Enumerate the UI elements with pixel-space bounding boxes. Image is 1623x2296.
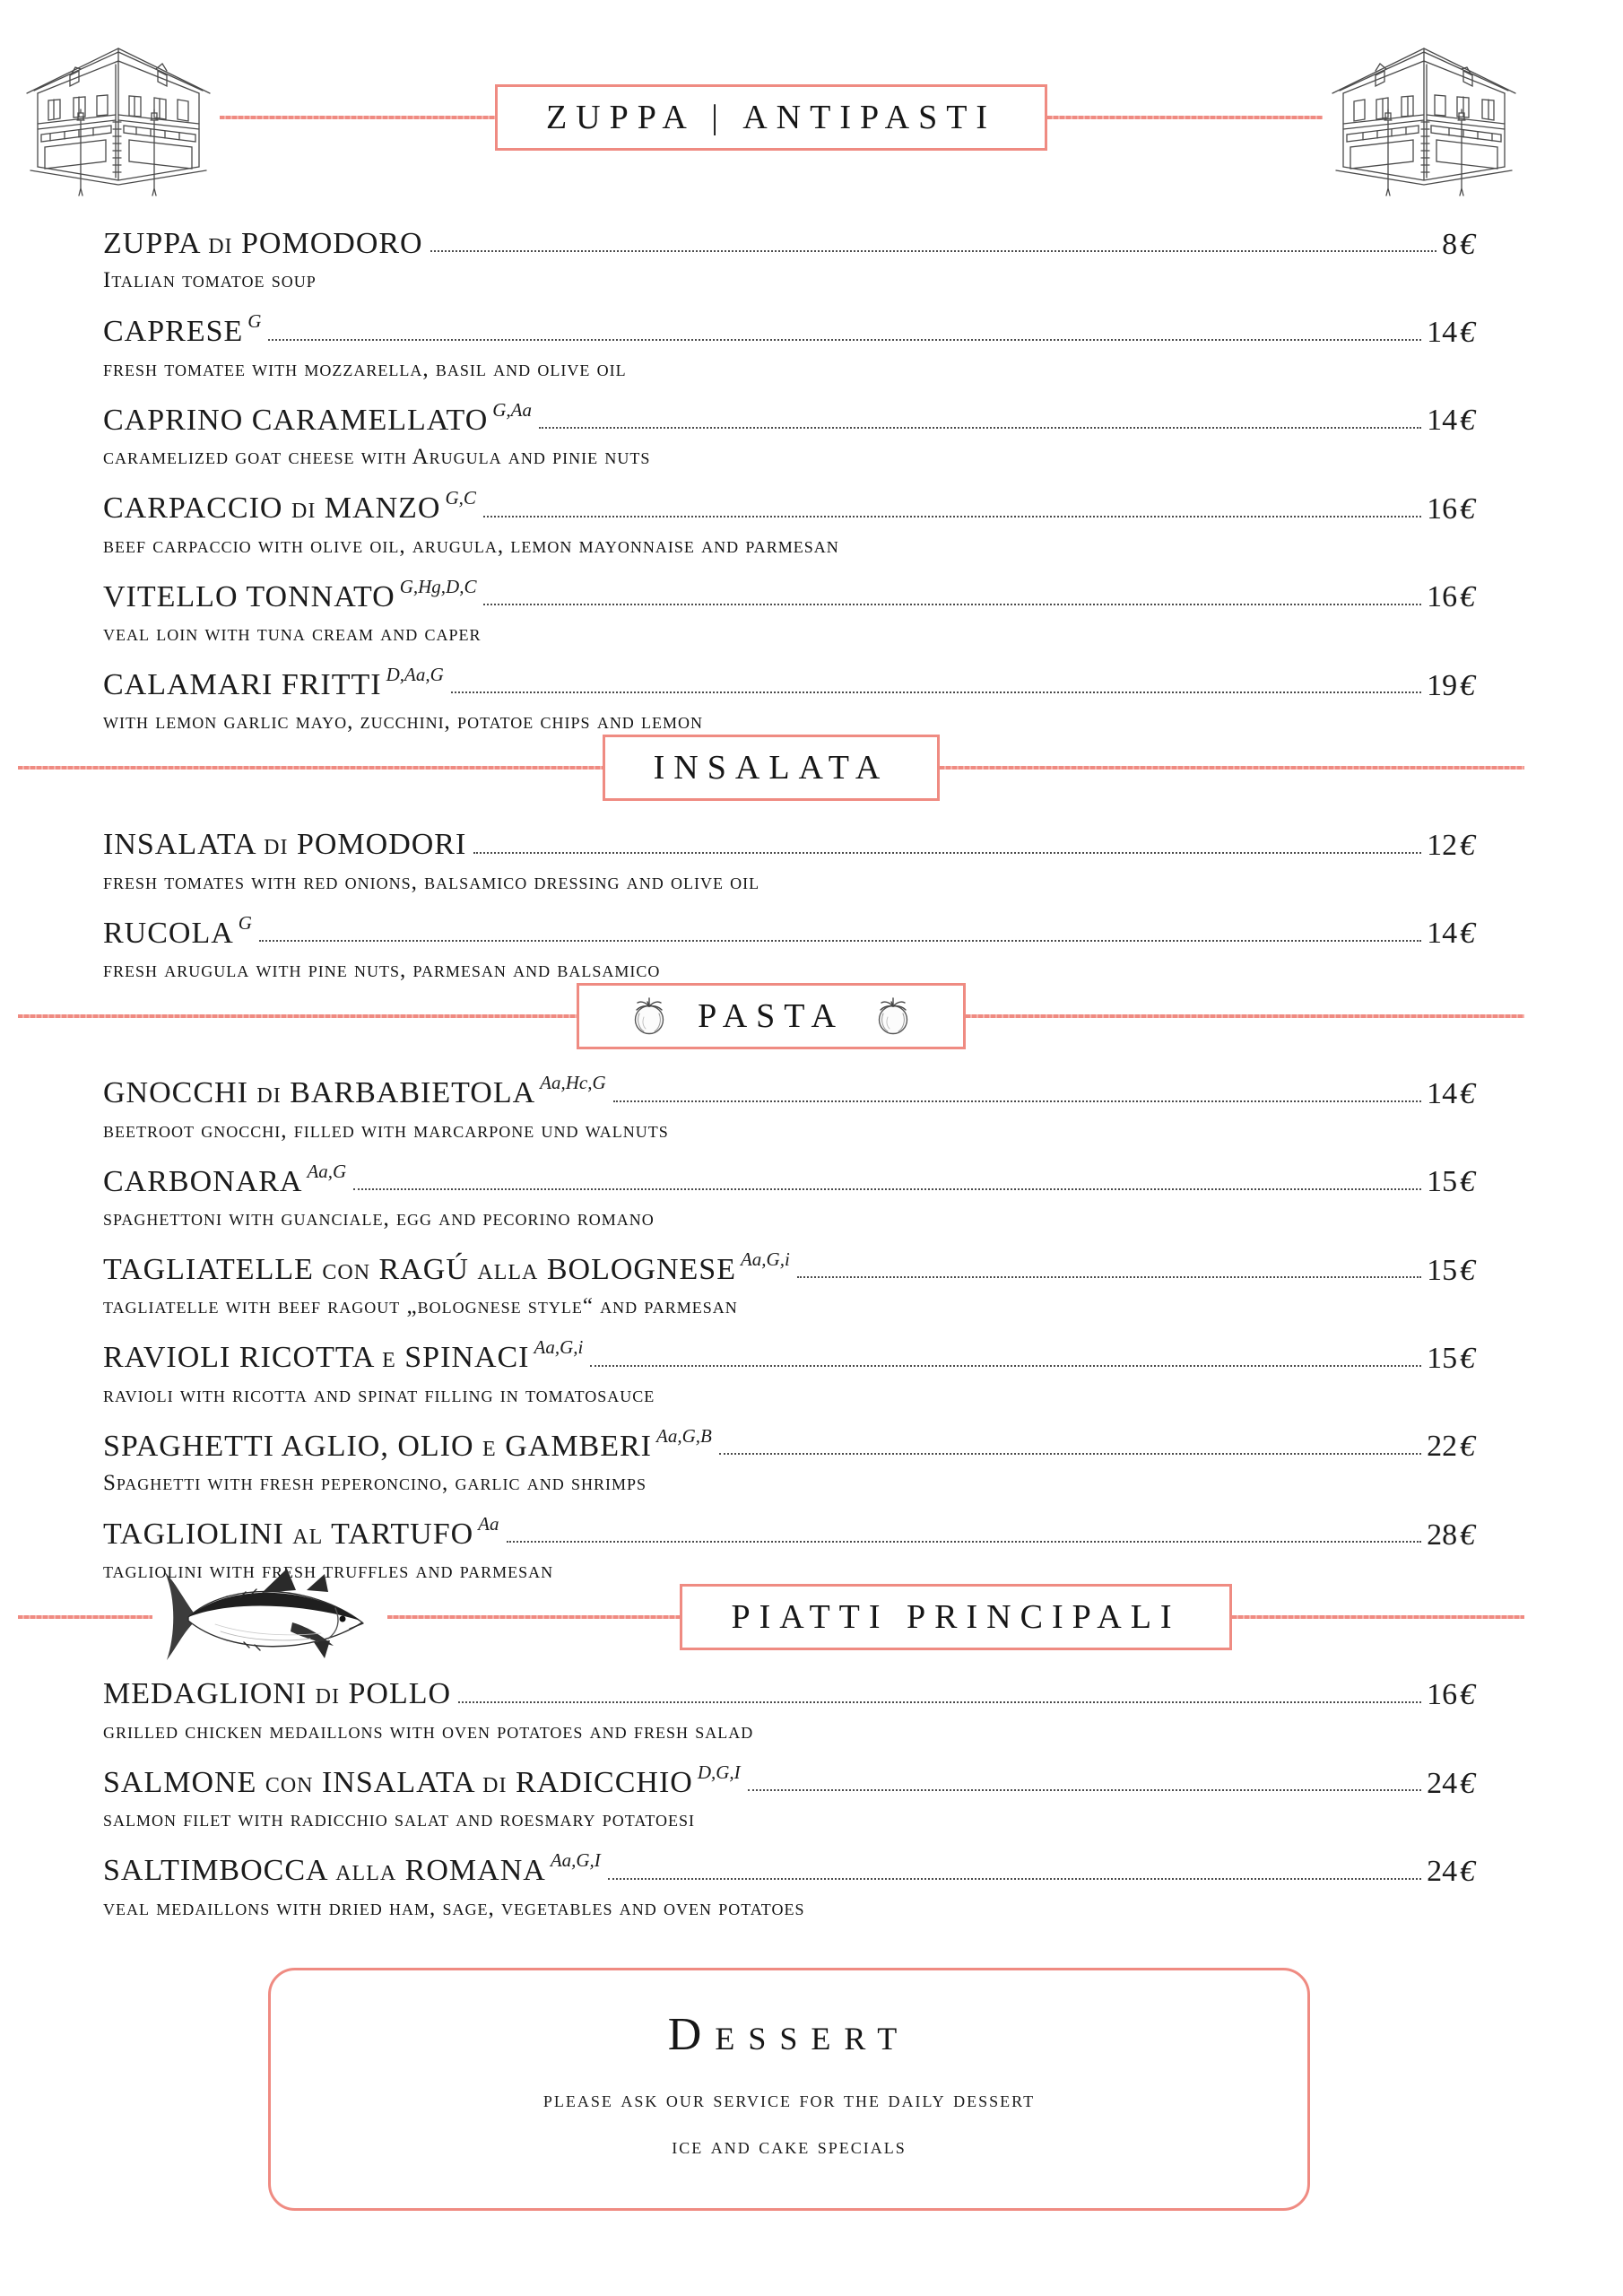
banner-line-right xyxy=(1047,116,1323,119)
item-row xyxy=(103,1160,1475,1199)
euro-sign: € xyxy=(1460,1253,1475,1287)
euro-sign: € xyxy=(1460,1854,1475,1888)
section-title: INSALATA xyxy=(653,749,890,787)
euro-sign: € xyxy=(1460,668,1475,702)
item-price xyxy=(1427,317,1475,349)
section-items xyxy=(103,227,1475,735)
menu-section xyxy=(103,1584,1475,1920)
item-name xyxy=(103,1677,451,1710)
building-sketch-icon xyxy=(18,34,220,200)
price-number: 8 xyxy=(1442,227,1458,261)
banner-line-left xyxy=(18,1014,577,1018)
section-banner xyxy=(18,983,1524,1049)
item-description: veal loin with tuna cream and caper xyxy=(103,621,482,646)
dotted-leader xyxy=(507,1541,1422,1543)
section-title-box xyxy=(603,735,941,801)
item-price xyxy=(1427,1343,1475,1375)
price-number: 14 xyxy=(1427,316,1458,350)
item-description: ravioli with ricotta and spinat filling in tomatosauce xyxy=(103,1382,655,1407)
dotted-leader xyxy=(797,1276,1421,1278)
price-number: 19 xyxy=(1427,668,1458,702)
dotted-leader xyxy=(259,940,1421,942)
allergen-codes: G,Hg,D,C xyxy=(399,575,477,597)
section-title-box xyxy=(495,84,1047,151)
item-row xyxy=(103,1336,1475,1375)
item-name-text: TAGLIOLINI al TARTUFO xyxy=(103,1518,474,1552)
section-items xyxy=(103,1677,1475,1920)
item-description: beetroot gnocchi, filled with marcarpone und walnuts xyxy=(103,1118,669,1143)
price-number: 28 xyxy=(1427,1518,1458,1552)
item-name xyxy=(103,398,532,437)
dotted-leader xyxy=(268,339,1421,341)
item-name-text: CALAMARI FRITTI xyxy=(103,667,382,701)
menu-item xyxy=(103,575,1475,647)
item-description: Italian tomatoe soup xyxy=(103,268,317,293)
dotted-leader xyxy=(473,852,1421,854)
item-name-text: CARBONARA xyxy=(103,1164,303,1198)
building-sketch-icon xyxy=(1323,34,1524,200)
banner-line-right xyxy=(1232,1615,1524,1619)
banner-line-left xyxy=(18,766,603,770)
allergen-codes: Aa,G,I xyxy=(550,1849,601,1872)
dotted-leader xyxy=(451,691,1421,693)
item-price xyxy=(1427,1255,1475,1287)
price-number: 14 xyxy=(1427,917,1458,951)
dotted-leader xyxy=(458,1701,1421,1703)
dotted-leader xyxy=(748,1789,1421,1791)
item-name xyxy=(103,911,252,950)
section-banner xyxy=(18,735,1524,801)
dessert-note-1: please ask our service for the daily dessert xyxy=(542,2085,1036,2112)
tuna-fish-icon xyxy=(158,1545,382,1689)
banner-line-right xyxy=(966,1014,1524,1018)
item-price xyxy=(1427,1768,1475,1800)
menu-item xyxy=(103,1761,1475,1832)
item-description: beef carpaccio with olive oil, arugula, lemon mayonnaise and parmesan xyxy=(103,533,839,558)
section-title-box xyxy=(577,983,966,1049)
item-description: Spaghetti with fresh peperoncino, garlic and shrimps xyxy=(103,1471,647,1496)
menu-item xyxy=(103,1160,1475,1231)
menu-item xyxy=(103,227,1475,293)
dotted-leader xyxy=(613,1100,1422,1102)
menu-item xyxy=(103,1336,1475,1407)
item-row xyxy=(103,398,1475,438)
item-description: veal medaillons with dried ham, sage, vegetables and oven potatoes xyxy=(103,1895,805,1920)
item-name xyxy=(103,575,477,613)
item-description: fresh tomatee with mozzarella, basil and olive oil xyxy=(103,356,627,381)
menu-item xyxy=(103,398,1475,470)
allergen-codes: Aa,G,i xyxy=(534,1336,584,1359)
item-name xyxy=(103,1424,712,1463)
banner-line-right xyxy=(940,766,1524,770)
menu-item xyxy=(103,911,1475,983)
price-number: 22 xyxy=(1427,1430,1458,1464)
item-name-text: SALMONE con INSALATA di RADICCHIO xyxy=(103,1765,693,1799)
banner-line-short xyxy=(18,1615,152,1619)
dotted-leader xyxy=(590,1365,1421,1367)
item-name xyxy=(103,828,466,861)
item-name xyxy=(103,1072,606,1110)
allergen-codes: G xyxy=(247,310,262,333)
euro-sign: € xyxy=(1460,829,1475,863)
menu-item xyxy=(103,487,1475,558)
tomato-icon xyxy=(872,995,915,1038)
euro-sign: € xyxy=(1460,404,1475,438)
dotted-leader xyxy=(430,250,1437,252)
menu-section xyxy=(103,983,1475,1584)
menu-item xyxy=(103,828,1475,894)
menu-sections xyxy=(103,34,1475,1921)
menu-item xyxy=(103,663,1475,735)
dotted-leader xyxy=(539,427,1421,429)
allergen-codes: G,C xyxy=(445,487,476,509)
dotted-leader xyxy=(483,516,1421,517)
item-description: caramelized goat cheese with Arugula and pinie nuts xyxy=(103,445,651,470)
item-description: fresh tomates with red onions, balsamico dressing and olive oil xyxy=(103,869,760,894)
item-row xyxy=(103,227,1475,260)
euro-sign: € xyxy=(1460,227,1475,261)
dotted-leader xyxy=(608,1878,1421,1880)
item-name-text: CARPACCIO di MANZO xyxy=(103,491,441,526)
euro-sign: € xyxy=(1460,580,1475,614)
item-description: tagliatelle with beef ragout „bolognese style“ and parmesan xyxy=(103,1294,738,1319)
dotted-leader xyxy=(353,1188,1421,1190)
item-description: fresh arugula with pine nuts, parmesan and balsamico xyxy=(103,958,661,983)
price-number: 16 xyxy=(1427,1678,1458,1712)
item-name xyxy=(103,227,423,260)
euro-sign: € xyxy=(1460,1076,1475,1110)
allergen-codes: G,Aa xyxy=(492,398,532,421)
euro-sign: € xyxy=(1460,1430,1475,1464)
euro-sign: € xyxy=(1460,316,1475,350)
price-number: 12 xyxy=(1427,829,1458,863)
price-number: 24 xyxy=(1427,1766,1458,1800)
banner-line-left xyxy=(220,116,495,119)
item-price xyxy=(1427,830,1475,862)
allergen-codes: D,Aa,G xyxy=(386,663,444,685)
item-row xyxy=(103,487,1475,526)
section-title-box xyxy=(680,1584,1231,1650)
price-number: 15 xyxy=(1427,1342,1458,1375)
dessert-title: Dessert xyxy=(667,2008,911,2060)
euro-sign: € xyxy=(1460,1342,1475,1375)
section-title: ZUPPA | ANTIPASTI xyxy=(545,98,997,136)
menu-item xyxy=(103,1072,1475,1143)
item-row xyxy=(103,1424,1475,1464)
dessert-box xyxy=(268,1968,1310,2211)
allergen-codes: G xyxy=(238,911,252,934)
item-name-text: VITELLO TONNATO xyxy=(103,579,395,613)
euro-sign: € xyxy=(1460,1518,1475,1552)
item-name-text: INSALATA di POMODORI xyxy=(103,828,467,862)
item-description: salmon filet with radicchio salat and roesmary potatoesi xyxy=(103,1807,695,1832)
item-name xyxy=(103,1336,584,1375)
item-name-text: CAPRESE xyxy=(103,315,244,349)
item-price xyxy=(1427,670,1475,702)
menu-item xyxy=(103,1677,1475,1744)
euro-sign: € xyxy=(1460,1678,1475,1712)
item-price xyxy=(1427,581,1475,613)
euro-sign: € xyxy=(1460,917,1475,951)
item-price xyxy=(1427,1431,1475,1463)
section-banner xyxy=(18,1584,1524,1650)
item-row xyxy=(103,1072,1475,1110)
euro-sign: € xyxy=(1460,1766,1475,1800)
item-price xyxy=(1427,1856,1475,1888)
euro-sign: € xyxy=(1460,491,1475,526)
item-row xyxy=(103,1849,1475,1888)
item-description: tagliolini with fresh truffles and parmesan xyxy=(103,1559,554,1584)
section-title: PASTA xyxy=(698,997,845,1036)
price-number: 16 xyxy=(1427,580,1458,614)
section-items xyxy=(103,1072,1475,1584)
item-row xyxy=(103,1761,1475,1800)
item-row xyxy=(103,1248,1475,1287)
price-number: 16 xyxy=(1427,491,1458,526)
item-name xyxy=(103,1160,347,1198)
banner-line-left xyxy=(387,1615,680,1619)
item-name xyxy=(103,310,262,349)
item-name-text: MEDAGLIONI di POLLO xyxy=(103,1677,452,1711)
menu-item xyxy=(103,1248,1475,1319)
euro-sign: € xyxy=(1460,1165,1475,1199)
menu-item xyxy=(103,1849,1475,1920)
item-price xyxy=(1427,1078,1475,1110)
item-price xyxy=(1427,1166,1475,1198)
menu-item xyxy=(103,310,1475,381)
dotted-leader xyxy=(483,604,1421,605)
item-description: grilled chicken medaillons with oven potatoes and fresh salad xyxy=(103,1718,754,1744)
item-name-text: SPAGHETTI AGLIO, OLIO e GAMBERI xyxy=(103,1429,653,1463)
section-items xyxy=(103,828,1475,983)
price-number: 15 xyxy=(1427,1165,1458,1199)
menu-item xyxy=(103,1424,1475,1496)
allergen-codes: Aa,G,i xyxy=(740,1248,790,1270)
item-name xyxy=(103,1248,790,1286)
item-row xyxy=(103,828,1475,861)
item-name-text: RUCOLA xyxy=(103,916,234,950)
item-name-text: RAVIOLI RICOTTA e SPINACI xyxy=(103,1341,530,1375)
allergen-codes: D,G,I xyxy=(697,1761,741,1783)
allergen-codes: Aa,G xyxy=(307,1160,347,1182)
item-description: spaghettoni with guanciale, egg and pecorino romano xyxy=(103,1205,655,1231)
item-name xyxy=(103,487,476,526)
item-row xyxy=(103,575,1475,614)
price-number: 14 xyxy=(1427,1076,1458,1110)
item-row xyxy=(103,1677,1475,1710)
dessert-note-2: ice and cake specials xyxy=(672,2132,907,2159)
item-name xyxy=(103,663,444,701)
item-name-text: SALTIMBOCCA alla ROMANA xyxy=(103,1854,546,1888)
menu-section xyxy=(103,735,1475,983)
item-name-text: GNOCCHI di BARBABIETOLA xyxy=(103,1076,536,1110)
item-price xyxy=(1442,229,1475,261)
tomato-icon xyxy=(628,995,671,1038)
item-price xyxy=(1427,493,1475,526)
menu-section xyxy=(103,34,1475,735)
item-name-text: ZUPPA di POMODORO xyxy=(103,227,423,260)
allergen-codes: Aa,Hc,G xyxy=(540,1072,606,1094)
item-name-text: TAGLIATELLE con RAGÚ alla BOLOGNESE xyxy=(103,1252,736,1286)
section-title: PIATTI PRINCIPALI xyxy=(731,1598,1181,1637)
section-banner xyxy=(18,34,1524,200)
item-row xyxy=(103,663,1475,702)
price-number: 15 xyxy=(1427,1253,1458,1287)
item-description: with lemon garlic mayo, zucchini, potatoe chips and lemon xyxy=(103,709,704,735)
item-name xyxy=(103,1761,741,1799)
allergen-codes: Aa,G,B xyxy=(656,1424,712,1447)
item-price xyxy=(1427,1679,1475,1711)
dotted-leader xyxy=(719,1453,1421,1455)
item-price xyxy=(1427,918,1475,950)
allergen-codes: Aa xyxy=(478,1513,499,1535)
item-price xyxy=(1427,1519,1475,1552)
item-name xyxy=(103,1849,601,1888)
price-number: 24 xyxy=(1427,1854,1458,1888)
price-number: 14 xyxy=(1427,404,1458,438)
item-price xyxy=(1427,404,1475,437)
item-row xyxy=(103,310,1475,350)
item-name-text: CAPRINO CARAMELLATO xyxy=(103,403,489,437)
item-row xyxy=(103,911,1475,951)
